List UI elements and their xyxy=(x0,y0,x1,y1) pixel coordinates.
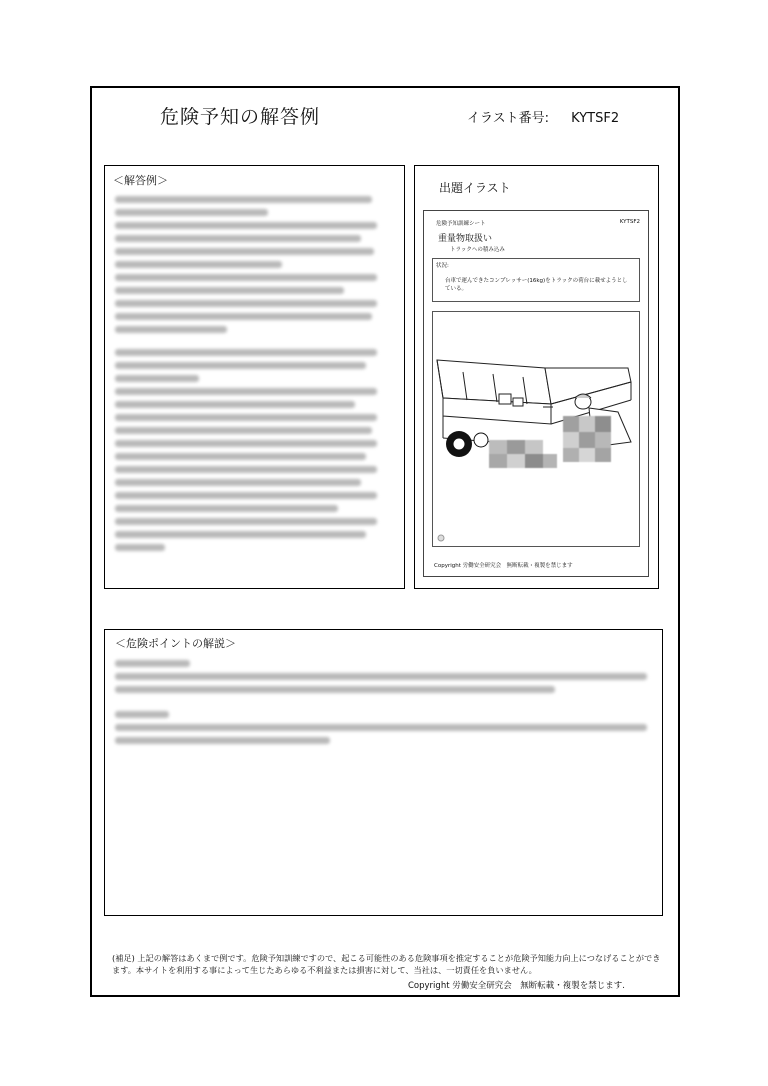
answer-box xyxy=(104,165,405,589)
question-heading: 出題イラスト xyxy=(439,181,511,195)
page-title: 危険予知の解答例 xyxy=(160,106,321,128)
illustration-number-label: イラスト番号: xyxy=(467,111,549,126)
sheet-subtitle: トラックへの積み込み xyxy=(450,247,505,253)
explanation-box xyxy=(104,629,663,916)
sheet-header-left: 危険予知訓練シート xyxy=(436,221,486,227)
footer-note: (補足) 上記の解答はあくまで例です。危険予知訓練ですので、起こる可能性のある危険事項を推定することが危険予知能力向上につなげることができます。本サイトを利用する事によって生じたあらゆる不利益または損害に対して、当社は、一切責任を負いません。 xyxy=(112,953,661,975)
answer-heading: ＜解答例＞ xyxy=(113,174,168,187)
redaction-mosaic-2 xyxy=(563,416,611,462)
situation-text: 台車で運んできたコンプレッサー(16kg)をトラックの荷台に載せようとしている。 xyxy=(445,278,628,292)
wheel-icon xyxy=(446,431,488,457)
footer-copyright: Copyright 労働安全研究会 無断転載・複製を禁じます. xyxy=(408,981,625,991)
explanation-heading: ＜危険ポイントの解説＞ xyxy=(115,637,236,650)
sheet-title: 重量物取扱い xyxy=(438,234,493,244)
explanation-text-redacted xyxy=(115,660,652,750)
sheet-header-right: KYTSF2 xyxy=(619,219,640,225)
kyt-sheet xyxy=(423,210,649,577)
truck-scene-drawing xyxy=(433,312,640,547)
answer-text-redacted xyxy=(115,196,394,557)
situation-label: 状況: xyxy=(436,263,449,269)
illustration-number-code: KYTSF2 xyxy=(571,111,620,126)
marker-dot xyxy=(438,535,444,541)
sheet-copyright: Copyright 労働安全研究会 無断転載・複製を禁じます xyxy=(434,563,573,569)
situation-box xyxy=(432,258,640,302)
scene-illustration xyxy=(432,311,640,547)
redaction-mosaic-1 xyxy=(489,440,557,468)
illustration-number xyxy=(467,107,619,126)
